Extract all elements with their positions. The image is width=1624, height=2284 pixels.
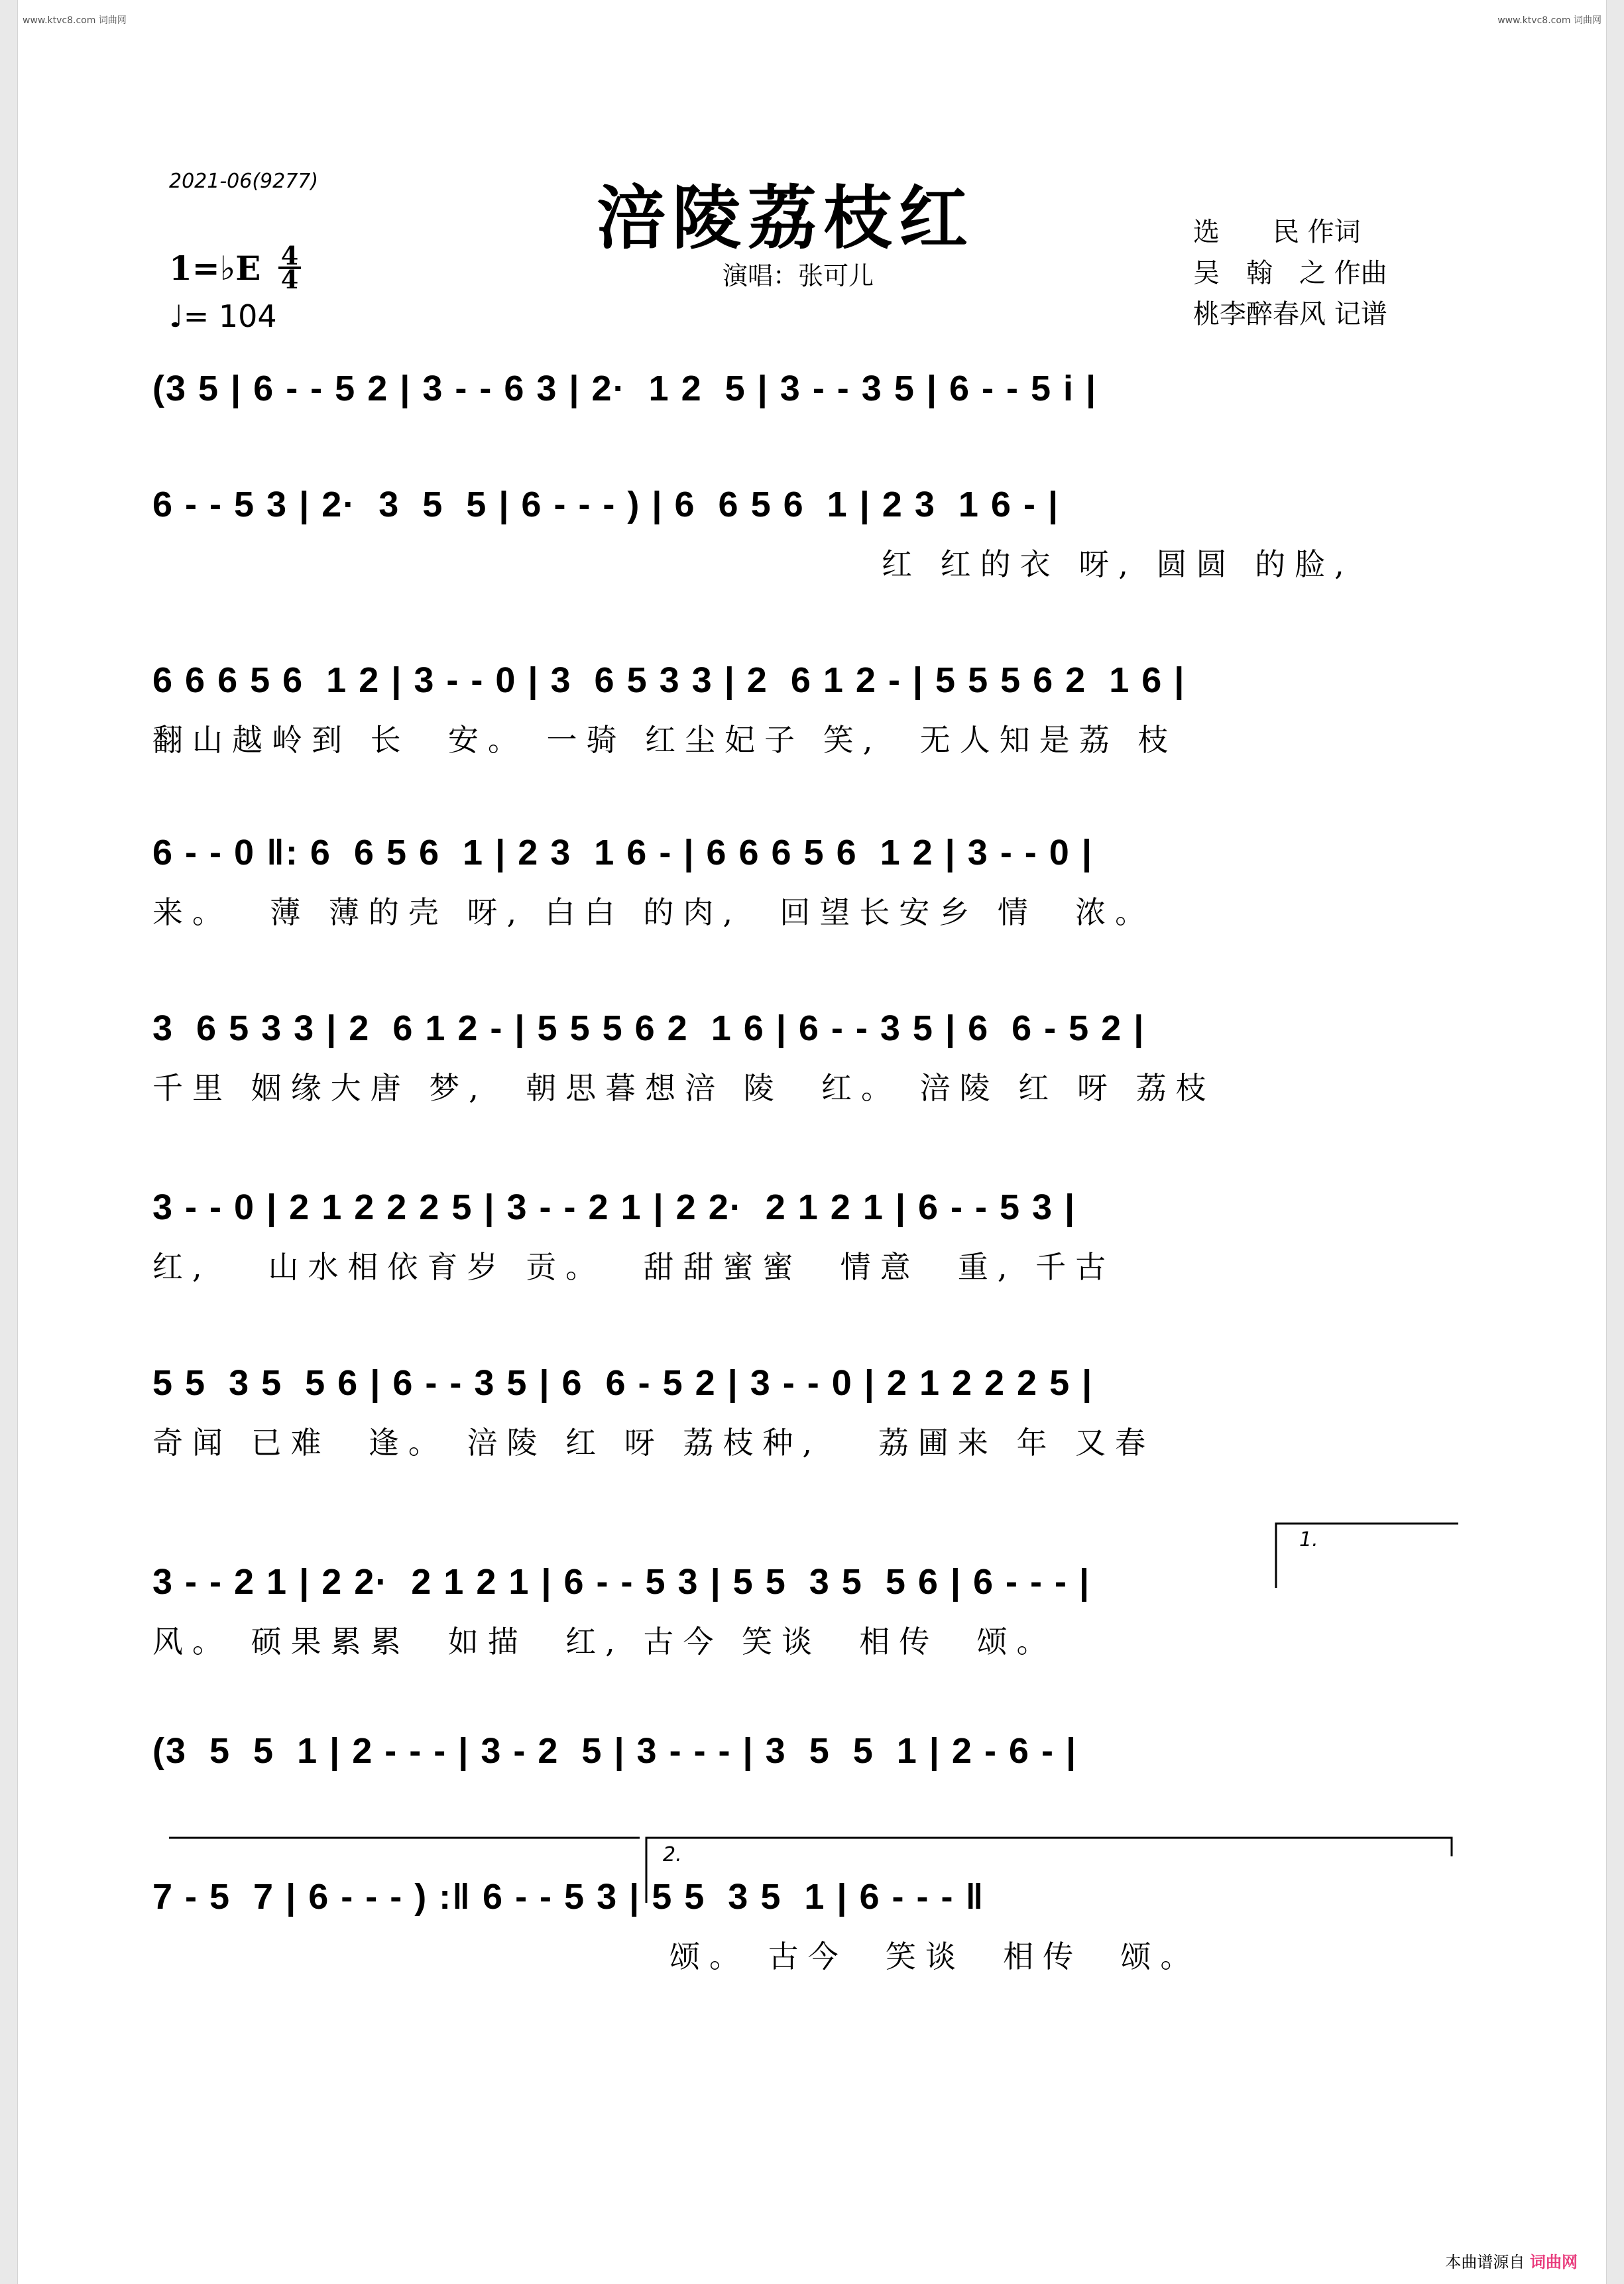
notation-line: (3 5 5 1 | 2 - - - | 3 - 2 5 | 3 - - - | 3 5 5 1 | 2 - 6 - | [152,1731,1078,1771]
lyric-line: 风。 硕果累累 如描 红, 古今 笑谈 相传 颂。 [152,1624,1057,1659]
first-ending-label: 1. [1299,1528,1318,1551]
notation-line: 7 - 5 7 | 6 - - - ) :‖ 6 - - 5 3 | 5 5 3 5 1 | 6 - - - ‖ [152,1877,985,1917]
watermark-left: www.ktvc8.com 词曲网 [23,15,127,26]
footer [1445,2249,1578,2272]
second-ending-label: 2. [663,1843,682,1866]
lyric-line: 千里 姻缘大唐 梦, 朝思暮想涪 陵 红。 涪陵 红 呀 荔枝 [152,1070,1216,1106]
lyric-line: 翻山越岭到 长 安。 一骑 红尘妃子 笑, 无人知是荔 枝 [152,722,1178,758]
second-ending-bracket [646,1838,1452,1903]
notation-line: 6 6 6 5 6 1 2 | 3 - - 0 | 3 6 5 3 3 | 2 6 1 2 - | 5 5 5 6 2 1 6 | [152,660,1186,700]
lyric-line: 红, 山水相依育岁 贡。 甜甜蜜蜜 情意 重, 千古 [152,1249,1116,1285]
notation-line: 3 - - 0 | 2 1 2 2 2 5 | 3 - - 2 1 | 2 2· 2 1 2 1 | 6 - - 5 3 | [152,1187,1076,1227]
date-code: 2021-06(9277) [169,170,319,193]
song-title: 涪陵荔枝红 [597,177,975,259]
footer-source: 本曲谱源自 [1445,2253,1525,2271]
singer-credit: 演唱：张可儿 [723,261,874,290]
lyric-line: 颂。 古今 笑谈 相传 颂。 [669,1939,1200,1974]
notation-line: 5 5 3 5 5 6 | 6 - - 3 5 | 6 6 - 5 2 | 3 - - 0 | 2 1 2 2 2 5 | [152,1363,1094,1403]
tempo-mark: ♩= 104 [169,298,277,334]
notation-line: 3 6 5 3 3 | 2 6 1 2 - | 5 5 5 6 2 1 6 | 6 - - 3 5 | 6 6 - 5 2 | [152,1008,1145,1048]
notation-line: 3 - - 2 1 | 2 2· 2 1 2 1 | 6 - - 5 3 | 5 5 3 5 5 6 | 6 - - - | [152,1562,1091,1602]
lyric-line: 奇闻 已难 逢。 涪陵 红 呀 荔枝种, 荔圃来 年 又春 [152,1425,1155,1461]
lyricist-credit: 选 民 作词 [1193,217,1361,247]
notation-line: 6 - - 5 3 | 2· 3 5 5 | 6 - - - ) | 6 6 5 6 1 | 2 3 1 6 - | [152,485,1060,524]
watermark-right: www.ktvc8.com 词曲网 [1497,15,1601,26]
notation-line: (3 5 | 6 - - 5 2 | 3 - - 6 3 | 2· 1 2 5 | 3 - - 3 5 | 6 - - 5 i | [152,369,1098,408]
time-signature-bottom: 4 [280,265,299,294]
composer-credit: 吴 翰 之 作曲 [1193,258,1387,288]
lyric-line: 来。 薄 薄的壳 呀, 白白 的肉, 回望长安乡 情 浓。 [152,894,1155,930]
key-signature: 1=♭E [169,249,261,288]
time-signature-top: 4 [280,241,299,270]
transcriber-credit: 桃李醉春风 记谱 [1193,299,1387,330]
footer-brand[interactable]: 词曲网 [1530,2253,1578,2271]
lyric-line: 红 红的衣 呀, 圆圆 的脸, [882,546,1354,582]
notation-line: 6 - - 0 ‖: 6 6 5 6 1 | 2 3 1 6 - | 6 6 6 5 6 1 2 | 3 - - 0 | [152,833,1093,872]
